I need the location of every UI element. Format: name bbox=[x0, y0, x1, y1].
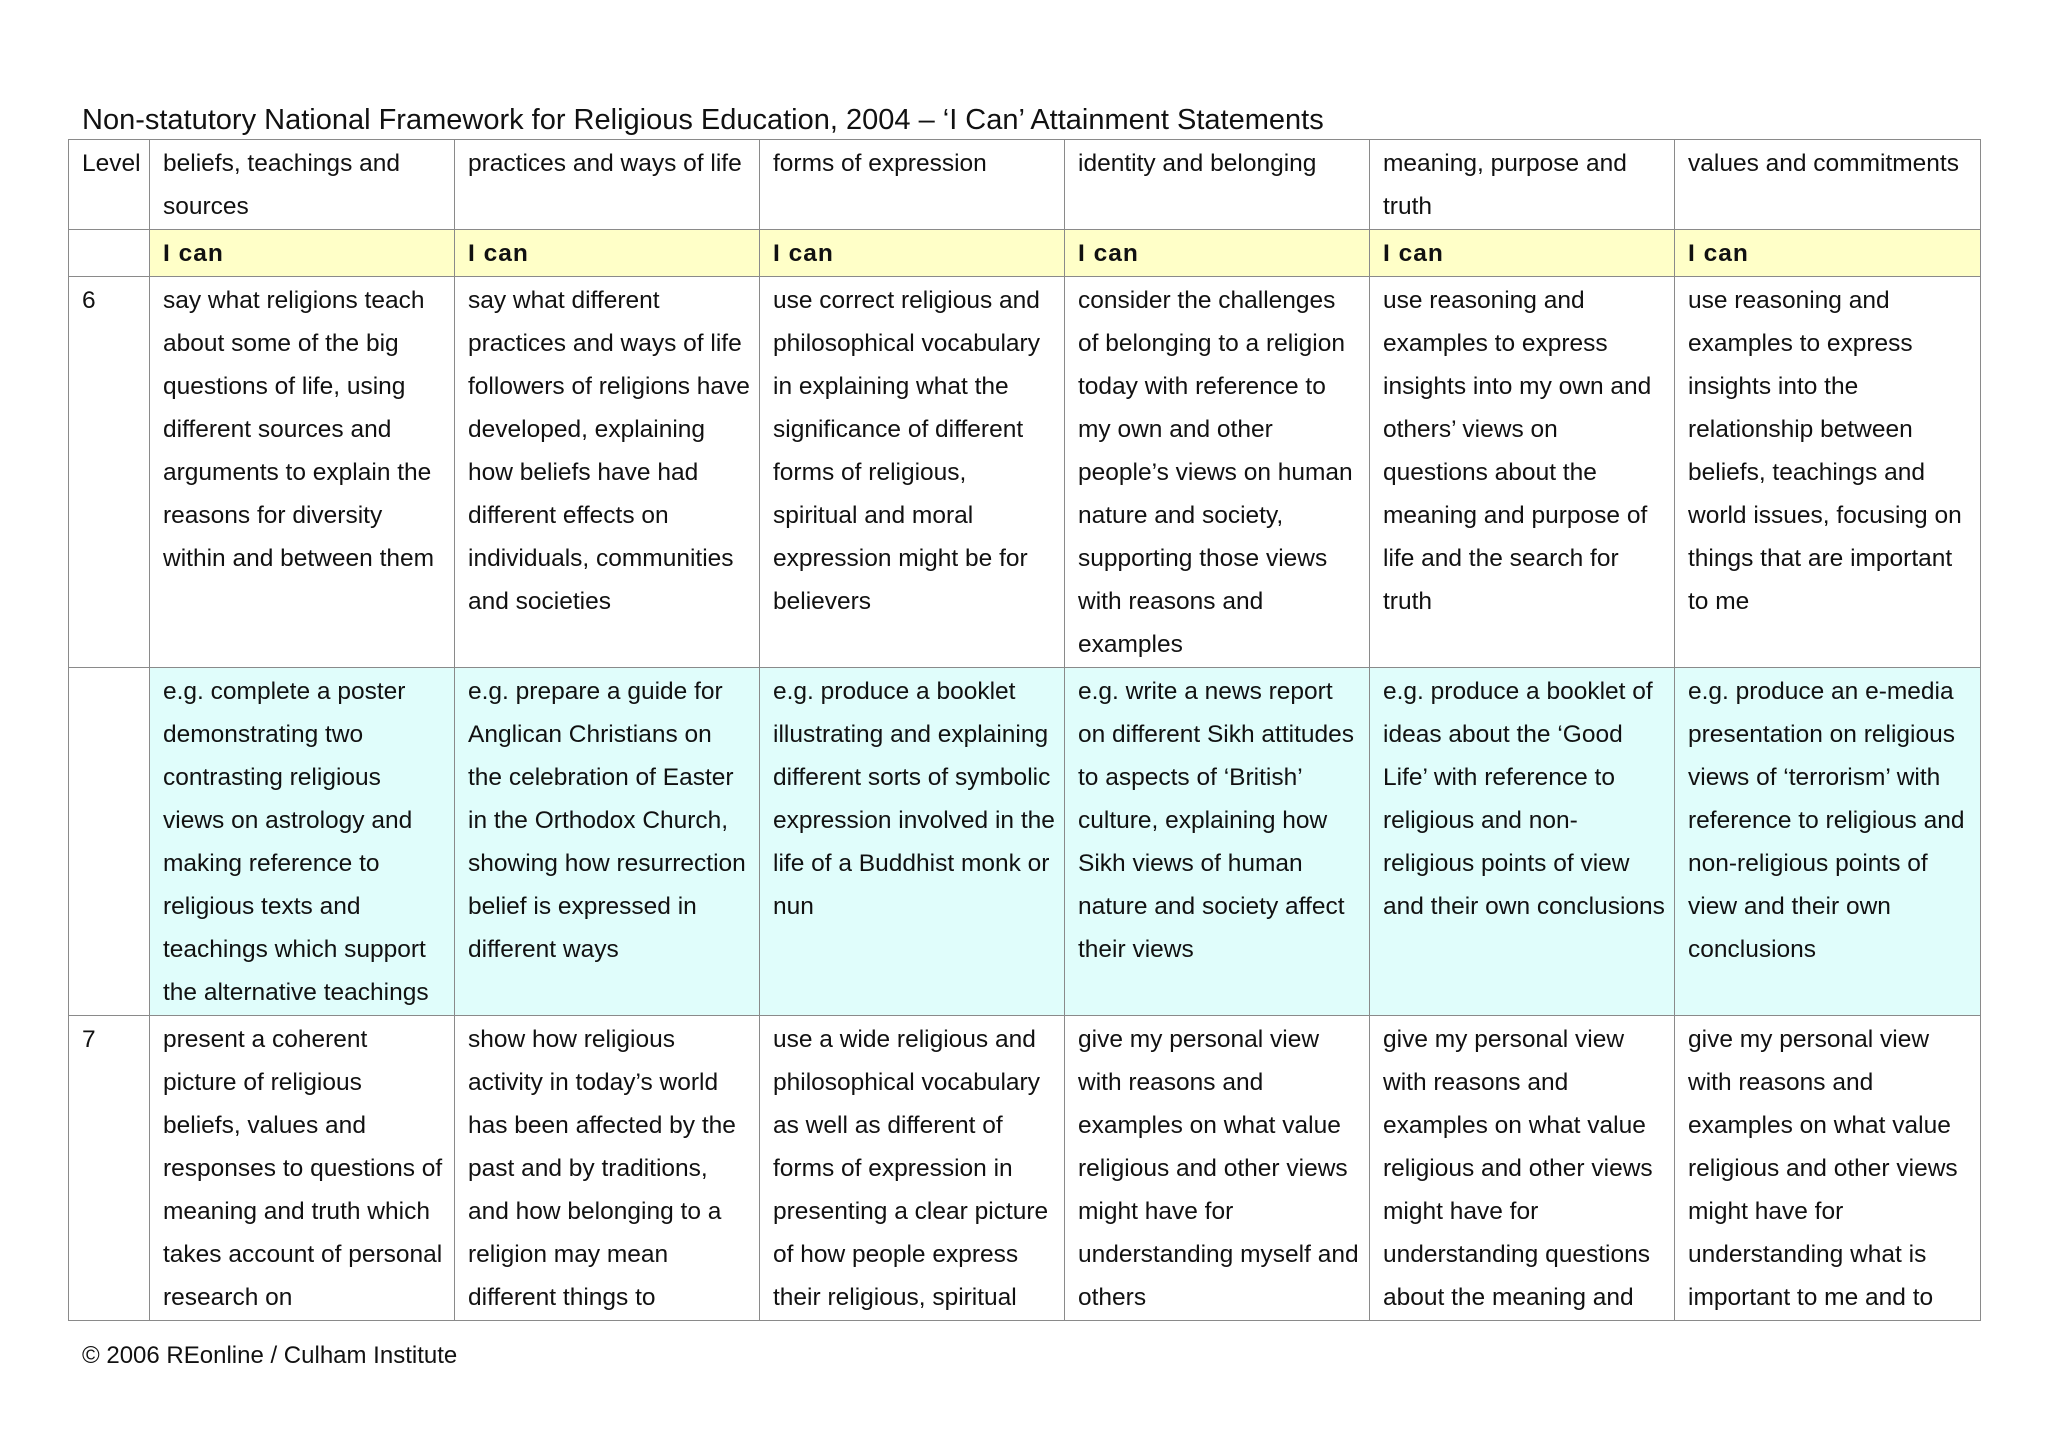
statement-cell: use a wide religious and philosophical vocabulary as well as different of forms of expression in presenting a clear picture of how people express their religious, spiritual bbox=[760, 1016, 1065, 1321]
example-cell: e.g. produce a booklet illustrating and explaining different sorts of symbolic expression involved in the life of a Buddhist monk or nun bbox=[760, 668, 1065, 1016]
i-can-row bbox=[69, 230, 1981, 277]
example-cell: e.g. produce a booklet of ideas about the ‘Good Life’ with reference to religious and non-religious points of view and their own conclusions bbox=[1370, 668, 1675, 1016]
attainment-table bbox=[68, 139, 1981, 1321]
column-header-practices: practices and ways of life bbox=[455, 140, 760, 230]
i-can-level-cell bbox=[69, 230, 150, 277]
example-cell: e.g. write a news report on different Sikh attitudes to aspects of ‘British’ culture, explaining how Sikh views of human nature and society affect their views bbox=[1065, 668, 1370, 1016]
i-can-label: I can bbox=[1370, 230, 1675, 277]
level-6-row bbox=[69, 277, 1981, 668]
column-header-meaning: meaning, purpose and truth bbox=[1370, 140, 1675, 230]
column-header-identity: identity and belonging bbox=[1065, 140, 1370, 230]
copyright-footer: © 2006 REonline / Culham Institute bbox=[82, 1342, 458, 1369]
example-cell: e.g. complete a poster demonstrating two contrasting religious views on astrology and making reference to religious texts and teachings which support the alternative teachings bbox=[150, 668, 455, 1016]
statement-cell: say what religions teach about some of the big questions of life, using different sources and arguments to explain the reasons for diversity within and between them bbox=[150, 277, 455, 668]
i-can-label: I can bbox=[150, 230, 455, 277]
statement-cell: consider the challenges of belonging to a religion today with reference to my own and other people’s views on human nature and society, supporting those views with reasons and examples bbox=[1065, 277, 1370, 668]
statement-cell: give my personal view with reasons and examples on what value religious and other views might have for understanding what is important to me and to bbox=[1675, 1016, 1981, 1321]
level-6-examples-row bbox=[69, 668, 1981, 1016]
level-number bbox=[69, 668, 150, 1016]
level-number: 7 bbox=[69, 1016, 150, 1321]
header-row bbox=[69, 140, 1981, 230]
level-header: Level bbox=[69, 140, 150, 230]
i-can-label: I can bbox=[1065, 230, 1370, 277]
document-title: Non-statutory National Framework for Religious Education, 2004 – ‘I Can’ Attainment Statements bbox=[82, 104, 1324, 136]
i-can-label: I can bbox=[1675, 230, 1981, 277]
level-number: 6 bbox=[69, 277, 150, 668]
i-can-label: I can bbox=[760, 230, 1065, 277]
statement-cell: give my personal view with reasons and examples on what value religious and other views might have for understanding questions about the meaning and bbox=[1370, 1016, 1675, 1321]
example-cell: e.g. prepare a guide for Anglican Christians on the celebration of Easter in the Orthodox Church, showing how resurrection belief is expressed in different ways bbox=[455, 668, 760, 1016]
statement-cell: say what different practices and ways of life followers of religions have developed, explaining how beliefs have had different effects on individuals, communities and societies bbox=[455, 277, 760, 668]
statement-cell: show how religious activity in today’s world has been affected by the past and by traditions, and how belonging to a religion may mean different things to bbox=[455, 1016, 760, 1321]
statement-cell: give my personal view with reasons and examples on what value religious and other views might have for understanding myself and others bbox=[1065, 1016, 1370, 1321]
statement-cell: present a coherent picture of religious beliefs, values and responses to questions of meaning and truth which takes account of personal research on bbox=[150, 1016, 455, 1321]
statement-cell: use reasoning and examples to express insights into the relationship between beliefs, teachings and world issues, focusing on things that are important to me bbox=[1675, 277, 1981, 668]
column-header-expression: forms of expression bbox=[760, 140, 1065, 230]
statement-cell: use reasoning and examples to express insights into my own and others’ views on questions about the meaning and purpose of life and the search for truth bbox=[1370, 277, 1675, 668]
level-7-row bbox=[69, 1016, 1981, 1321]
example-cell: e.g. produce an e-media presentation on religious views of ‘terrorism’ with reference to religious and non-religious points of view and their own conclusions bbox=[1675, 668, 1981, 1016]
i-can-label: I can bbox=[455, 230, 760, 277]
column-header-values: values and commitments bbox=[1675, 140, 1981, 230]
statement-cell: use correct religious and philosophical vocabulary in explaining what the significance of different forms of religious, spiritual and moral expression might be for believers bbox=[760, 277, 1065, 668]
column-header-beliefs: beliefs, teachings and sources bbox=[150, 140, 455, 230]
